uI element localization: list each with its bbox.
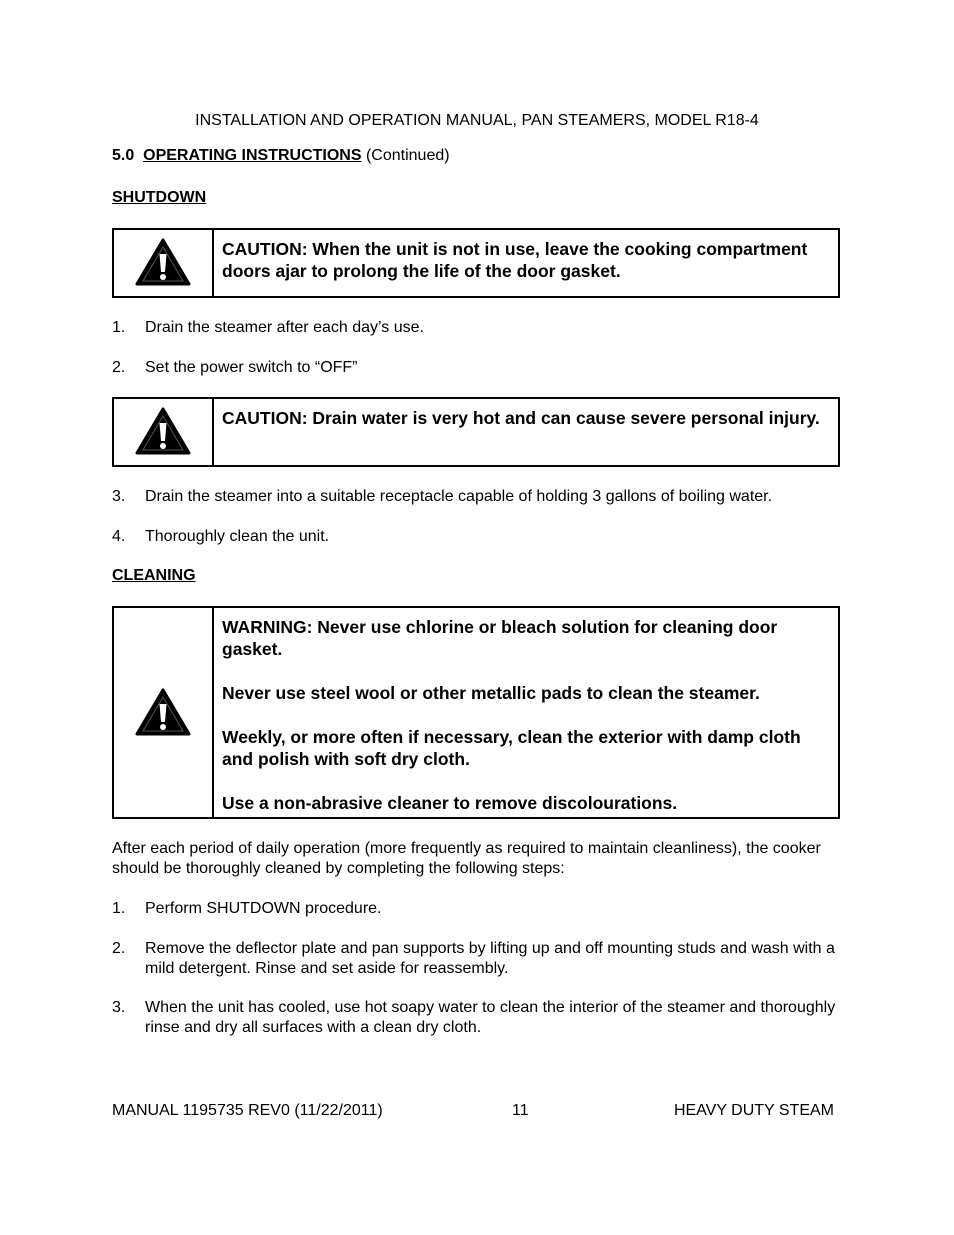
list-item: 3. Drain the steamer into a suitable receptacle capable of holding 3 gallons of boiling water.: [112, 488, 773, 505]
warning-text: Never use steel wool or other metallic pads to clean the steamer.: [222, 683, 760, 703]
section-title: [112, 147, 450, 165]
page-header: INSTALLATION AND OPERATION MANUAL, PAN STEAMERS, MODEL R18-4: [195, 112, 759, 129]
list-item: 2. Set the power switch to “OFF”: [112, 359, 358, 376]
page-number: 11: [512, 1102, 529, 1119]
list-item: 4. Thoroughly clean the unit.: [112, 528, 330, 545]
section-number: 5.0: [112, 147, 135, 164]
section-suffix: (Continued): [365, 147, 450, 164]
caution-text-1: CAUTION: When the unit is not in use, leave the cooking compartment doors ajar to prolong the life of the door gasket.: [222, 239, 808, 281]
cleaning-intro: After each period of daily operation (more frequently as required to maintain cleanliness), the cooker should be thoroughly cleaned by completing the following steps:: [112, 840, 821, 877]
footer-title: HEAVY DUTY STEAM: [673, 1102, 834, 1119]
cleaning-heading: CLEANING: [112, 567, 196, 584]
warning-triangle-icon: [135, 407, 191, 457]
footer-manual-id: MANUAL 1195735 REV0 (11/22/2011): [112, 1102, 383, 1119]
caution-box-1: [112, 228, 840, 298]
warning-text: Use a non-abrasive cleaner to remove discolourations.: [222, 793, 678, 813]
warning-box: [112, 606, 840, 819]
warning-triangle-icon: [135, 688, 191, 738]
caution-box-2: [112, 397, 840, 467]
list-item: 2. Remove the deflector plate and pan supports by lifting up and off mounting studs and wash with a mild detergent. Rinse and set aside for reassembly.: [112, 940, 835, 977]
section-name: OPERATING INSTRUCTIONS: [143, 147, 362, 164]
warning-text: Weekly, or more often if necessary, clean the exterior with damp cloth and polish with soft dry cloth.: [222, 727, 801, 769]
warning-text: WARNING: Never use chlorine or bleach solution for cleaning door gasket.: [222, 617, 778, 659]
list-item: 1. Perform SHUTDOWN procedure.: [112, 900, 382, 917]
shutdown-heading: SHUTDOWN: [112, 189, 207, 206]
caution-text-2: CAUTION: Drain water is very hot and can cause severe personal injury.: [222, 408, 820, 428]
list-item: 1. Drain the steamer after each day’s use.: [112, 319, 424, 336]
warning-triangle-icon: [135, 238, 191, 288]
list-item: 3. When the unit has cooled, use hot soapy water to clean the interior of the steamer and thoroughly rinse and dry all surfaces with a clean dry cloth.: [112, 999, 836, 1036]
